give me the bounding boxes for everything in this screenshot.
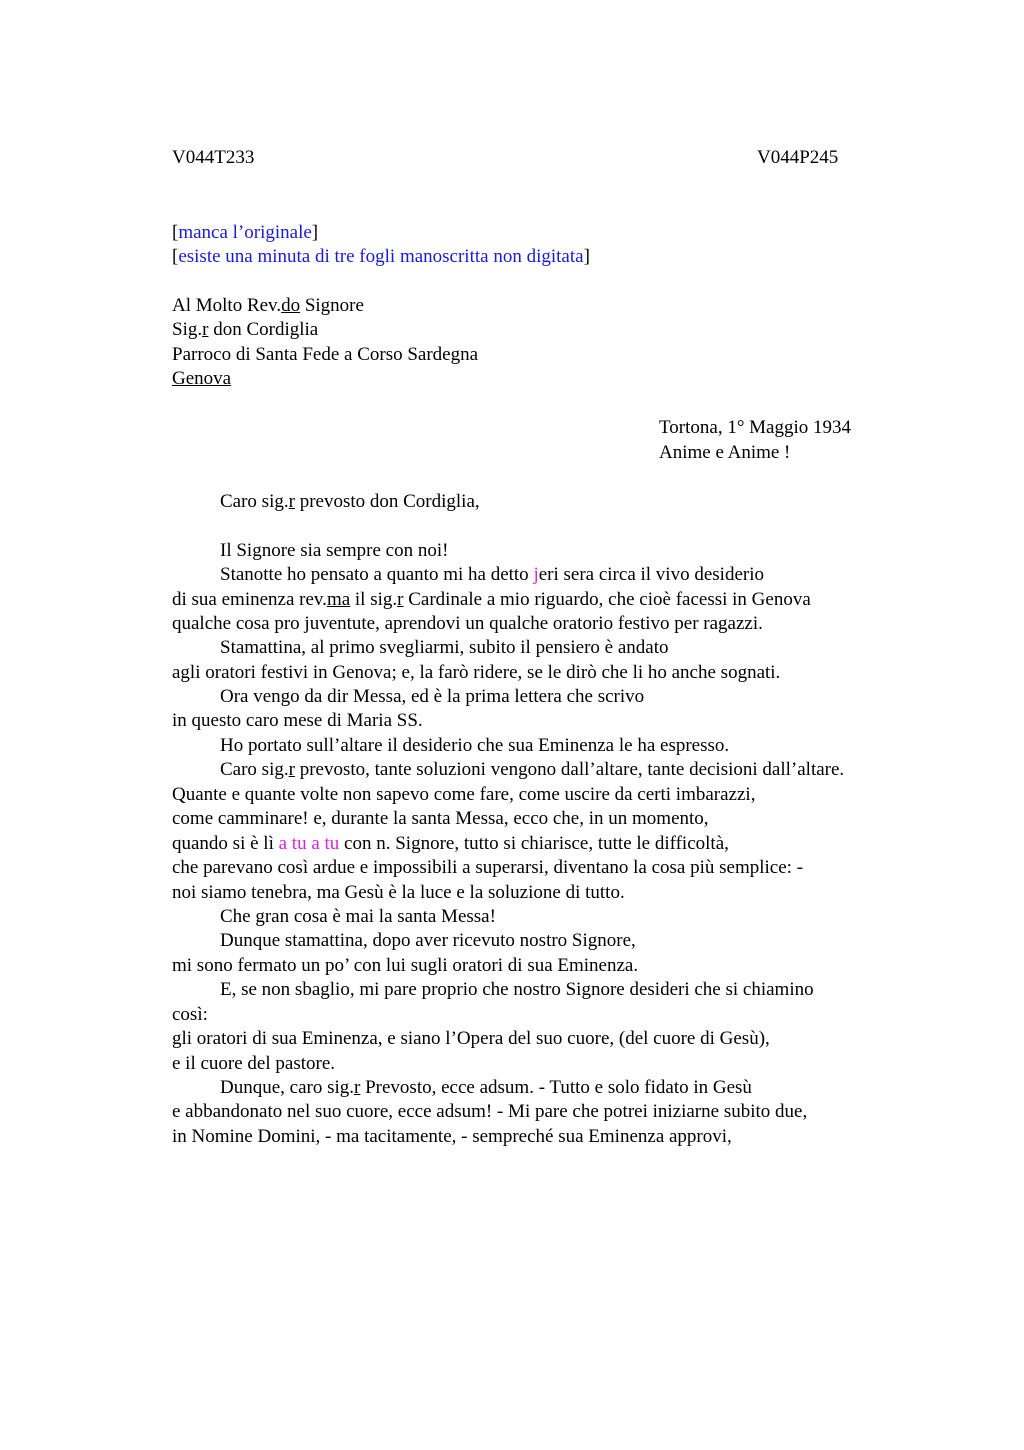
body-text: Caro sig. bbox=[220, 759, 289, 780]
address-line-2 bbox=[172, 318, 318, 342]
body-line bbox=[220, 758, 844, 782]
body-text: Prevosto, ecce adsum. - Tutto e solo fidato in Gesù bbox=[360, 1077, 752, 1098]
letter-motto: Anime e Anime ! bbox=[659, 442, 791, 463]
body-text: Stanotte ho pensato a quanto mi ha detto bbox=[220, 564, 534, 585]
note-text: esiste una minuta di tre fogli manoscritta non digitata bbox=[178, 246, 584, 267]
highlighted-phrase: a tu a tu bbox=[278, 833, 340, 854]
bracket-close: ] bbox=[311, 222, 319, 243]
body-line: qualche cosa pro juventute, aprendovi un qualche oratorio festivo per ragazzi. bbox=[172, 613, 763, 634]
highlighted-letter: j bbox=[533, 564, 539, 585]
body-line: così: bbox=[172, 1004, 208, 1025]
body-line: Il Signore sia sempre con noi! bbox=[220, 540, 449, 561]
body-line: Quante e quante volte non sapevo come fare, come uscire da certi imbarazzi, bbox=[172, 784, 756, 805]
body-line: E, se non sbaglio, mi pare proprio che nostro Signore desideri che si chiamino bbox=[220, 979, 814, 1000]
salutation bbox=[220, 490, 480, 514]
body-text: quando si è lì bbox=[172, 833, 279, 854]
address-line-3: Parroco di Santa Fede a Corso Sardegna bbox=[172, 344, 479, 365]
body-line: noi siamo tenebra, ma Gesù è la luce e la soluzione di tutto. bbox=[172, 882, 625, 903]
address-text: don Cordiglia bbox=[208, 319, 319, 340]
editorial-note-draft-exists bbox=[172, 245, 590, 269]
body-line: che parevano così ardue e impossibili a superarsi, diventano la cosa più semplice: - bbox=[172, 857, 804, 878]
abbrev: ma bbox=[326, 589, 351, 610]
body-line: in questo caro mese di Maria SS. bbox=[172, 710, 423, 731]
address-abbrev: r bbox=[202, 319, 209, 340]
body-line: gli oratori di sua Eminenza, e siano l’Opera del suo cuore, (del cuore di Gesù), bbox=[172, 1028, 770, 1049]
address-text: Sig. bbox=[172, 319, 203, 340]
abbrev: r bbox=[288, 759, 295, 780]
body-line: Stamattina, al primo svegliarmi, subito il pensiero è andato bbox=[220, 637, 669, 658]
bracket-open: [ bbox=[172, 222, 179, 243]
body-line bbox=[220, 1076, 752, 1100]
address-abbrev: do bbox=[281, 295, 301, 316]
body-line: in Nomine Domini, - ma tacitamente, - sempreché sua Eminenza approvi, bbox=[172, 1126, 732, 1147]
salutation-text: prevosto don Cordiglia, bbox=[294, 491, 480, 512]
body-text: eri sera circa il vivo desiderio bbox=[538, 564, 764, 585]
body-line: agli oratori festivi in Genova; e, la farò ridere, se le dirò che li ho anche sognati. bbox=[172, 662, 781, 683]
address-city: Genova bbox=[172, 368, 232, 389]
body-text: prevosto, tante soluzioni vengono dall’altare, tante decisioni dall’altare. bbox=[294, 759, 845, 780]
bracket-close: ] bbox=[583, 246, 590, 267]
document-code-left: V044T233 bbox=[172, 147, 255, 168]
body-line: e il cuore del pastore. bbox=[172, 1053, 336, 1074]
address-line-1 bbox=[172, 294, 364, 318]
body-line: Ho portato sull’altare il desiderio che sua Eminenza le ha espresso. bbox=[220, 735, 730, 756]
letter-date: Tortona, 1° Maggio 1934 bbox=[659, 417, 852, 438]
body-line: e abbandonato nel suo cuore, ecce adsum! - Mi pare che potrei iniziarne subito due, bbox=[172, 1101, 808, 1122]
abbrev: r bbox=[397, 589, 404, 610]
bracket-open: [ bbox=[172, 246, 179, 267]
note-text: manca l’originale bbox=[178, 222, 312, 243]
body-text: di sua eminenza rev. bbox=[172, 589, 327, 610]
body-line bbox=[220, 563, 764, 587]
body-line bbox=[172, 588, 811, 612]
abbrev: r bbox=[354, 1077, 361, 1098]
body-text: Cardinale a mio riguardo, che cioè facessi in Genova bbox=[403, 589, 811, 610]
body-text: il sig. bbox=[350, 589, 398, 610]
body-line: mi sono fermato un po’ con lui sugli oratori di sua Eminenza. bbox=[172, 955, 639, 976]
document-code-right: V044P245 bbox=[757, 147, 839, 168]
body-line: Dunque stamattina, dopo aver ricevuto nostro Signore, bbox=[220, 930, 636, 951]
body-line: Che gran cosa è mai la santa Messa! bbox=[220, 906, 496, 927]
salutation-abbrev: r bbox=[288, 491, 295, 512]
address-text: Signore bbox=[300, 295, 364, 316]
body-line bbox=[172, 832, 729, 856]
body-line: Ora vengo da dir Messa, ed è la prima lettera che scrivo bbox=[220, 686, 645, 707]
body-text: Dunque, caro sig. bbox=[220, 1077, 355, 1098]
address-text: Al Molto Rev. bbox=[172, 295, 282, 316]
body-text: con n. Signore, tutto si chiarisce, tutte le difficoltà, bbox=[339, 833, 729, 854]
editorial-note-original-missing bbox=[172, 221, 318, 245]
body-line: come camminare! e, durante la santa Messa, ecco che, in un momento, bbox=[172, 808, 709, 829]
salutation-text: Caro sig. bbox=[220, 491, 289, 512]
